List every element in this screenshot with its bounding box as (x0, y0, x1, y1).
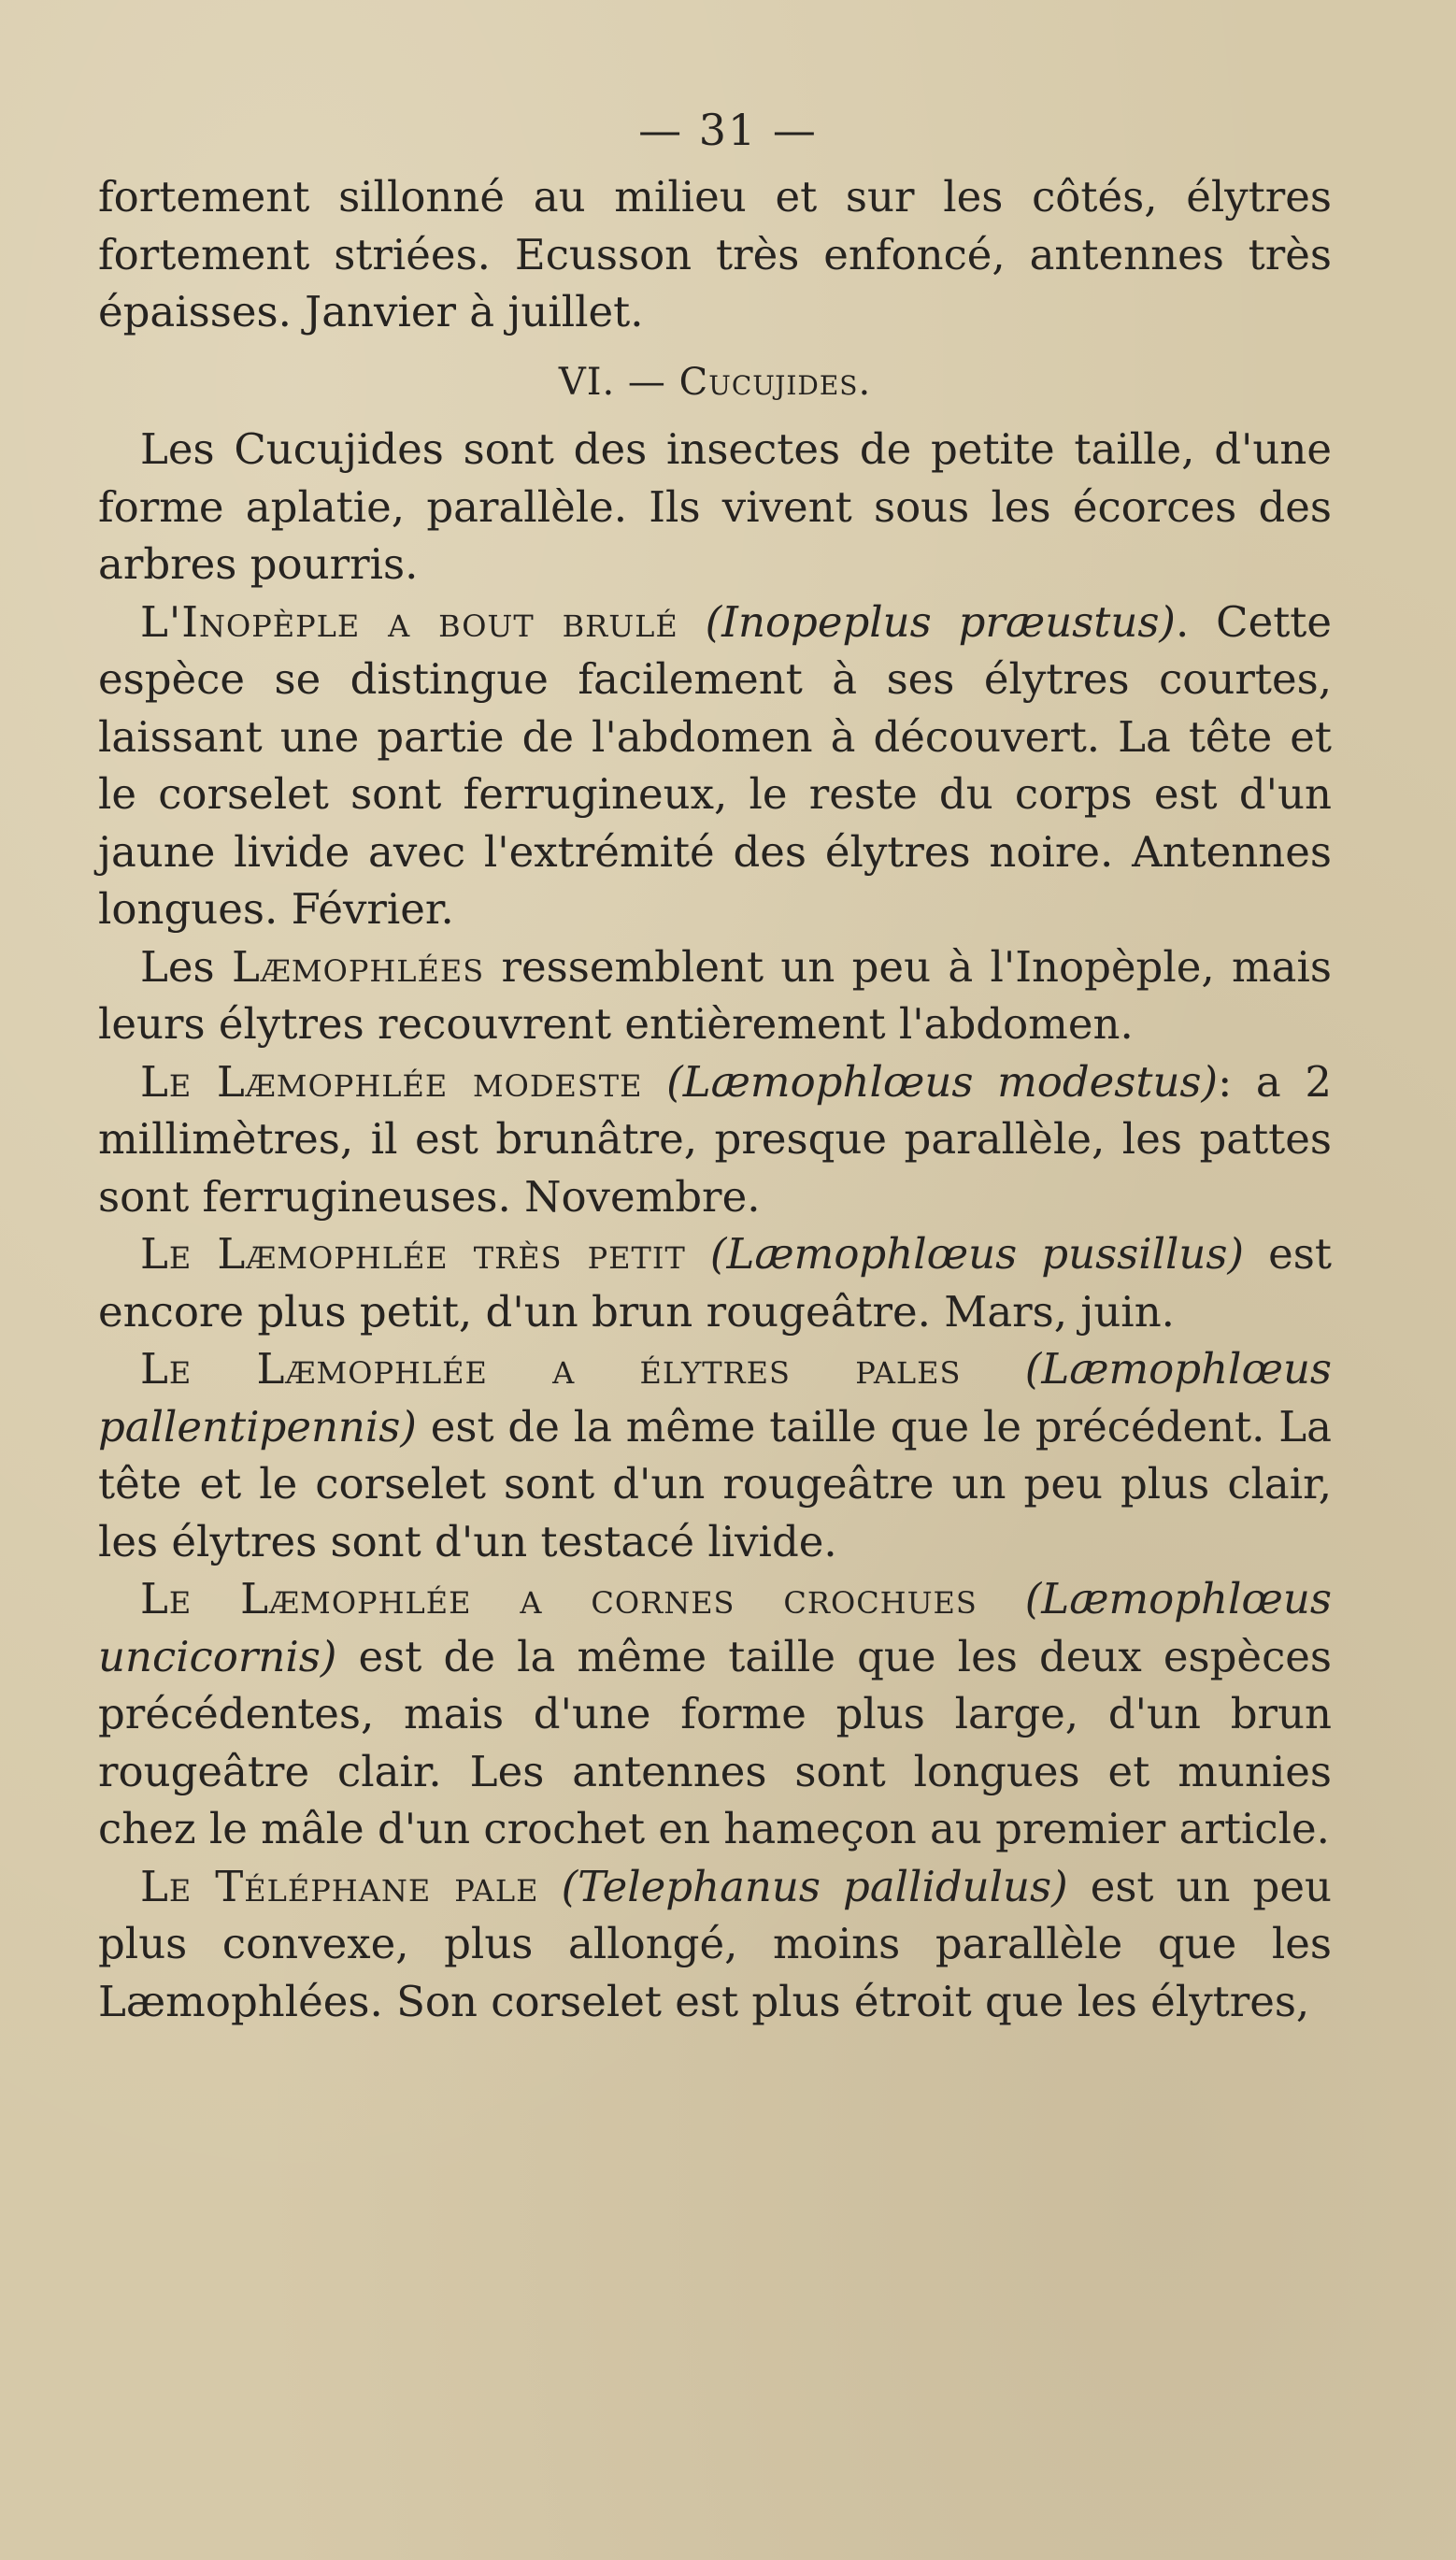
species-name: Le Téléphane pale (140, 1861, 539, 1911)
paragraph-pussillus (98, 1225, 1332, 1340)
species-description: est de la même taille que le précédent. La tête et le corselet sont d'un rougeâtre un peu plus clair, les élytres sont d'un testacé livide. (98, 1401, 1332, 1566)
species-name: Le Læmophlée a élytres pales (140, 1344, 962, 1394)
species-description: est un peu plus convexe, plus allongé, moins parallèle que les Læmophlées. Son corselet est plus étroit que les élytres, (98, 1861, 1332, 2026)
species-description: est encore plus petit, d'un brun rougeâtre. Mars, juin. (98, 1229, 1332, 1337)
paragraph-prefix: Les (140, 941, 232, 992)
paragraph-pallentipennis (98, 1340, 1332, 1570)
page-body (98, 168, 1332, 2030)
latin-name: (Læmophlœus pussillus) (709, 1229, 1245, 1279)
latin-name: (Læmophlœus modestus) (666, 1056, 1219, 1107)
genus-name: Læmophlées (231, 941, 485, 992)
latin-name: (Læmophlœus pallentipennis) (98, 1344, 1333, 1452)
latin-name: (Telephanus pallidulus) (561, 1861, 1068, 1911)
species-name: Le Læmophlée très petit (140, 1229, 686, 1279)
species-description: est de la même taille que les deux espèces précédentes, mais d'une forme plus large, d'un brun rougeâtre clair. Les antennes sont longues et munies chez le mâle d'un crochet en hameçon au premier article. (98, 1631, 1332, 1853)
paragraph-unicornis (98, 1570, 1332, 1858)
latin-name: (Inopeplus præustus) (705, 596, 1176, 647)
species-description: . Cette espèce se distingue facilement à ses élytres courtes, laissant une partie de l'abdomen à découvert. La tête et le corselet sont ferrugineux, le reste du corps est d'un jaune livide avec l'extrémité des élytres noire. Antennes longues. Février. (98, 596, 1333, 934)
species-description: : a 2 millimètres, il est brunâtre, presque parallèle, les pattes sont ferrugineuses. Novembre. (98, 1056, 1333, 1222)
genus-description: ressemblent un peu à l'Inopèple, mais leurs élytres recouvrent entièrement l'abdomen. (98, 941, 1332, 1049)
paragraph-inopeplus (98, 594, 1332, 938)
species-name: L'Inopèple a bout brulé (140, 596, 678, 647)
section-heading: VI. — Cucujides. (558, 360, 872, 404)
paragraph-telephanus (98, 1858, 1332, 2031)
species-name: Le Læmophlée a cornes crochues (140, 1574, 978, 1623)
latin-name: (Læmophlœus uncicornis) (98, 1574, 1332, 1681)
paragraph-modestus (98, 1053, 1332, 1226)
paragraph-laemophlees (98, 938, 1332, 1053)
species-name: Le Læmophlée modeste (140, 1056, 643, 1107)
intro-paragraph: fortement sillonné au milieu et sur les côtés, élytres fortement striées. Ecusson très enfoncé, antennes très épaisses. Janvier à juillet. (98, 172, 1332, 336)
page-number: — 31 — (638, 105, 818, 155)
paragraph-cucujides: Les Cucujides sont des insectes de petite taille, d'une forme aplatie, parallèle. Ils vivent sous les écorces des arbres pourris. (98, 424, 1332, 589)
